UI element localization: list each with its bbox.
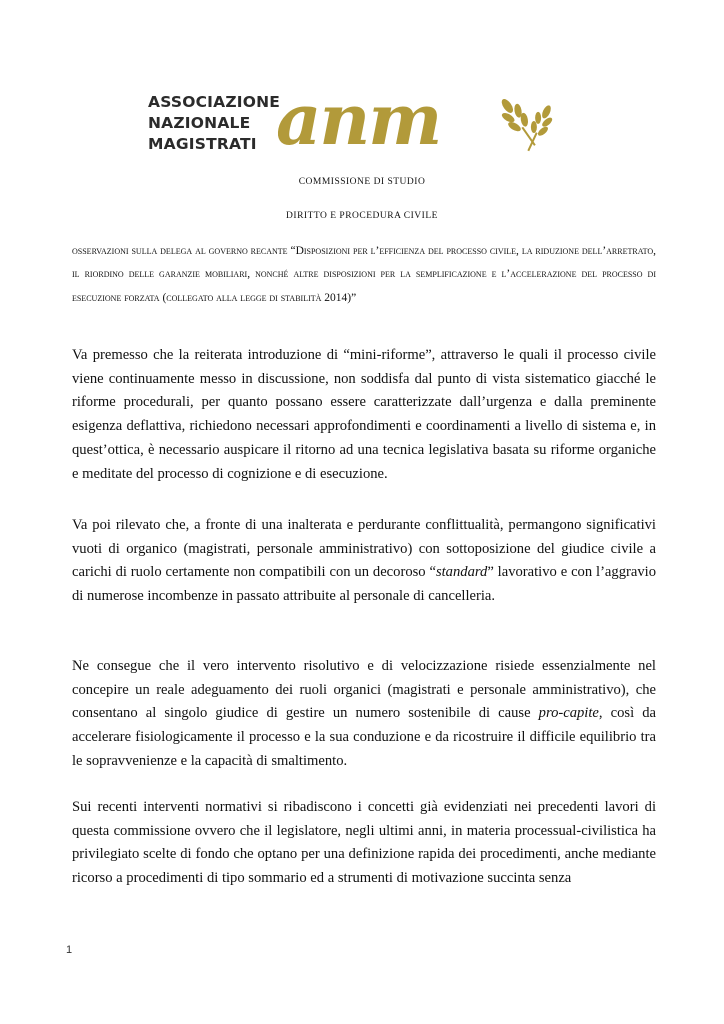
logo-line-2: NAZIONALE bbox=[148, 114, 251, 132]
commission-heading: COMMISSIONE DI STUDIO bbox=[298, 177, 426, 187]
paragraph-2-text-b: ” lavorativo e con l’aggravio di numerose incombenze in passato attribuite al personale di cancelleria. bbox=[72, 564, 656, 605]
paragraph-4: Sui recenti interventi normativi si ribadiscono i concetti già evidenziati nei precedenti lavori di questa commissione ovvero che il legislatore, negli ultimi anni, in materia processual-civilistica ha privilegiato scelte di fondo che optano per una definizione rapida dei procedimenti, anche mediante ricorso a procedimenti di tipo sommario ed a strumenti di motivazione succinta senza bbox=[72, 799, 656, 887]
paragraph-2-text-a: Va poi rilevato che, a fronte di una inalterata e perdurante conflittualità, permangono significativi vuoti di organico (magistrati, personale amministrativo) con sottoposizione del giudice civile a carichi di ruolo certamente non compatibili con un decoroso “ bbox=[72, 517, 656, 581]
anm-logo bbox=[148, 84, 568, 164]
paragraph-1: Va premesso che la reiterata introduzione di “mini-riforme”, attraverso le quali il processo civile viene continuamente messo in discussione, non soddisfa dal punto di vista sistematico giacché le riforme procedurali, per quanto possano essere caratterizzate dall’urgenza e dalla preminente esigenza deflattiva, richiedono necessari approfondimenti e coordinamenti a livello di sistema e, in quest’ottica, è necessario auspicare il ritorno ad una tecnica legislativa basata su riforme organiche e meditate del processo di cognizione e di esecuzione. bbox=[72, 347, 656, 482]
paragraph-3-text-a: Ne consegue che il vero intervento risolutivo e di velocizzazione risiede essenzialmente nel concepire un reale adeguamento dei ruoli organici (magistrati e personale amministrativo), che consentano al singolo giudice di gestire un numero sostenibile di cause bbox=[72, 658, 656, 722]
paragraph-3-emphasis: pro-capite bbox=[538, 705, 599, 722]
document-title: osservazioni sulla delega al governo recante “Disposizioni per l’efficienza del processo civile, la riduzione dell’arretrato, il riordino delle garanzie mobiliari, nonché altre disposizioni per la semplificazione e l’accelerazione del processo di esecuzione forzata (collegato alla legge di stabilità 2014)” bbox=[72, 245, 656, 304]
logo-line-3: MAGISTRATI bbox=[148, 135, 257, 153]
page-number: 1 bbox=[66, 944, 73, 956]
subject-heading: DIRITTO E PROCEDURA CIVILE bbox=[286, 211, 438, 221]
logo-line-1: ASSOCIAZIONE bbox=[148, 93, 281, 111]
anm-script-mark-icon bbox=[270, 84, 570, 164]
svg-text:anm: anm bbox=[276, 84, 441, 161]
paragraph-3-text-b: , così da accelerare fisiologicamente il processo e la sua conduzione e da ricostruire il difficile equilibrio tra le sopravvenienze e la capacità di smaltimento. bbox=[72, 705, 656, 769]
paragraph-3 bbox=[72, 655, 656, 774]
logo-wordmark bbox=[148, 92, 280, 155]
paragraph-2 bbox=[72, 514, 656, 609]
paragraph-2-emphasis: standard bbox=[435, 564, 488, 581]
